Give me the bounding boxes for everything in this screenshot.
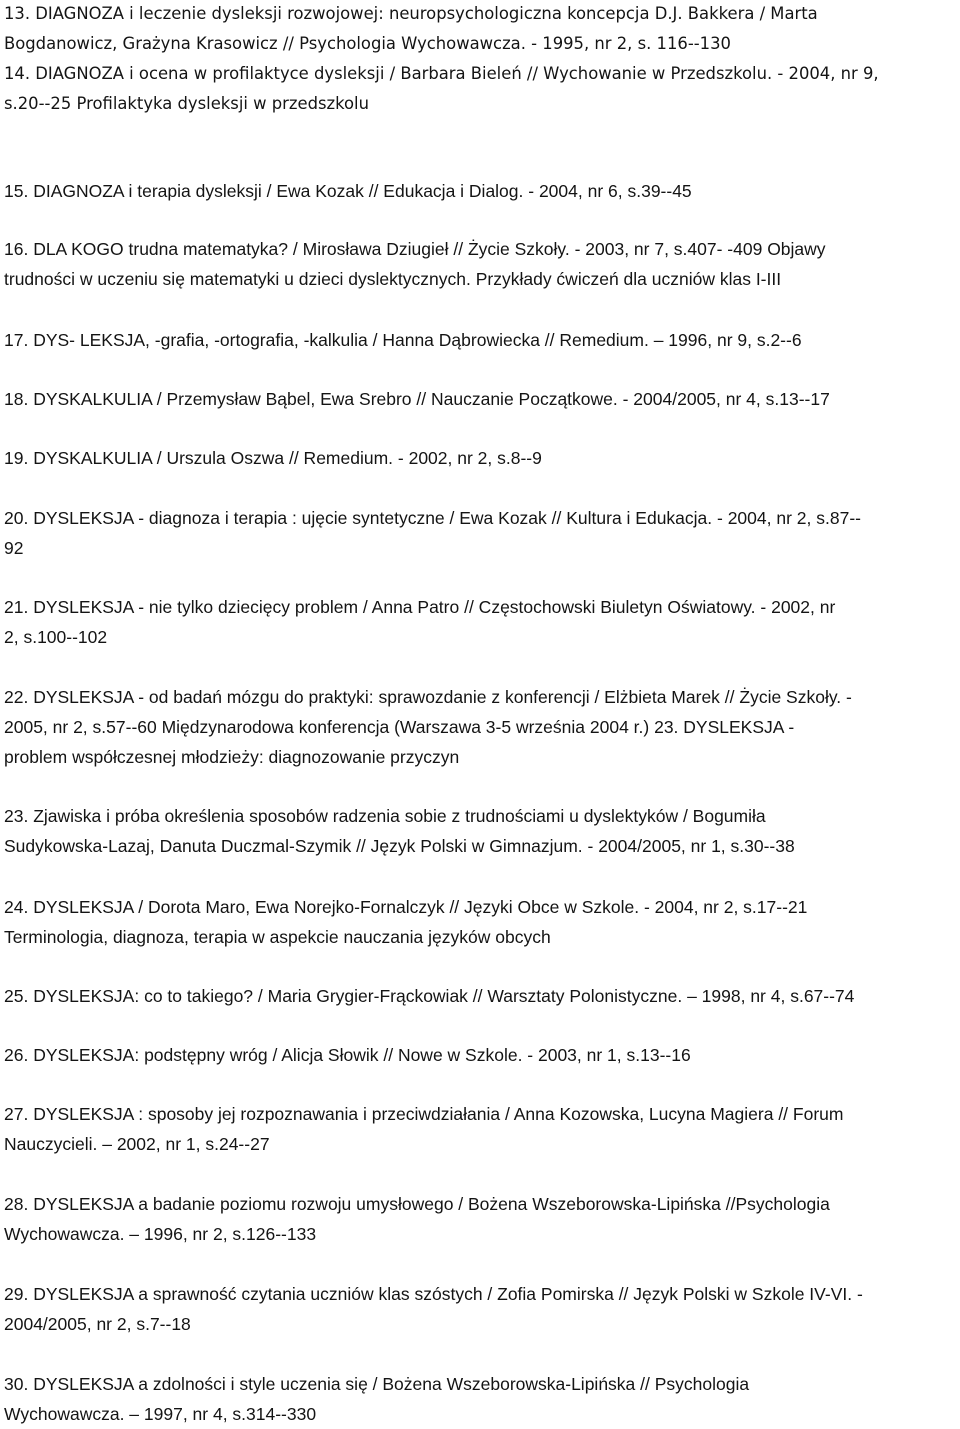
entry-line: 28. DYSLEKSJA a badanie poziomu rozwoju umysłowego / Bożena Wszeborowska-Lipińska //Psychologia <box>4 1194 830 1214</box>
entry-line: 27. DYSLEKSJA : sposoby jej rozpoznawania i przeciwdziałania / Anna Kozowska, Lucyna Magiera // Forum <box>4 1104 844 1124</box>
bibliography-entry-14 <box>4 59 956 119</box>
entry-line: 24. DYSLEKSJA / Dorota Maro, Ewa Norejko-Fornalczyk // Języki Obce w Szkole. - 2004, nr 2, s.17--21 <box>4 897 808 917</box>
entry-line: 14. DIAGNOZA i ocena w profilaktyce dysleksji / Barbara Bieleń // Wychowanie w Przedszkolu. - 2004, nr 9, <box>4 64 879 83</box>
entry-line: Wychowawcza. – 1997, nr 4, s.314--330 <box>4 1404 317 1424</box>
entry-line: Bogdanowicz, Grażyna Krasowicz // Psychologia Wychowawcza. - 1995, nr 2, s. 116--130 <box>4 34 731 53</box>
entry-line: 18. DYSKALKULIA / Przemysław Bąbel, Ewa Srebro // Nauczanie Początkowe. - 2004/2005, nr 4, s.13--17 <box>4 389 830 409</box>
entry-line: 2005, nr 2, s.57--60 Międzynarodowa konferencja (Warszawa 3-5 września 2004 r.) 23. DYSLEKSJA - <box>4 717 795 737</box>
entry-line: problem współczesnej młodzieży: diagnozowanie przyczyn <box>4 747 460 767</box>
entry-line: 19. DYSKALKULIA / Urszula Oszwa // Remedium. - 2002, nr 2, s.8--9 <box>4 448 542 468</box>
bibliography-entry-18 <box>4 384 956 414</box>
bibliography-entry-20 <box>4 503 956 563</box>
entry-line: 22. DYSLEKSJA - od badań mózgu do praktyki: sprawozdanie z konferencji / Elżbieta Marek // Życie Szkoły. - <box>4 687 852 707</box>
entry-line: 26. DYSLEKSJA: podstępny wróg / Alicja Słowik // Nowe w Szkole. - 2003, nr 1, s.13--16 <box>4 1045 691 1065</box>
entry-line: 29. DYSLEKSJA a sprawność czytania uczniów klas szóstych / Zofia Pomirska // Język Polski w Szkole IV-VI. - <box>4 1284 863 1304</box>
entry-line: 17. DYS- LEKSJA, -grafia, -ortografia, -kalkulia / Hanna Dąbrowiecka // Remedium. – 1996, nr 9, s.2--6 <box>4 330 802 350</box>
entry-line: 15. DIAGNOZA i terapia dysleksji / Ewa Kozak // Edukacja i Dialog. - 2004, nr 6, s.39--45 <box>4 181 692 201</box>
bibliography-entry-27 <box>4 1099 956 1159</box>
bibliography-entry-22 <box>4 682 956 772</box>
bibliography-entry-19 <box>4 443 956 473</box>
bibliography-entry-15 <box>4 176 956 206</box>
entry-line: trudności w uczeniu się matematyki u dzieci dyslektycznych. Przykłady ćwiczeń dla uczniów klas I-III <box>4 269 782 289</box>
bibliography-entry-21 <box>4 592 956 652</box>
bibliography-entry-26 <box>4 1040 956 1070</box>
entry-line: 16. DLA KOGO trudna matematyka? / Mirosława Dziugieł // Życie Szkoły. - 2003, nr 7, s.407- -409 Objawy <box>4 239 826 259</box>
bibliography-entry-24 <box>4 892 956 952</box>
entry-line: s.20--25 Profilaktyka dysleksji w przedszkolu <box>4 94 370 113</box>
entry-line: 92 <box>4 538 24 558</box>
bibliography-entry-29 <box>4 1279 956 1339</box>
entry-line: 25. DYSLEKSJA: co to takiego? / Maria Grygier-Frąckowiak // Warsztaty Polonistyczne. – 1998, nr 4, s.67--74 <box>4 986 855 1006</box>
entry-line: 23. Zjawiska i próba określenia sposobów radzenia sobie z trudnościami u dyslektyków / Bogumiła <box>4 806 766 826</box>
entry-line: Wychowawcza. – 1996, nr 2, s.126--133 <box>4 1224 317 1244</box>
entry-line: Nauczycieli. – 2002, nr 1, s.24--27 <box>4 1134 270 1154</box>
bibliography-entry-25 <box>4 981 956 1011</box>
entry-line: Terminologia, diagnoza, terapia w aspekcie nauczania języków obcych <box>4 927 551 947</box>
bibliography-entry-13 <box>4 0 956 59</box>
entry-line: 2, s.100--102 <box>4 627 108 647</box>
entry-line: 13. DIAGNOZA i leczenie dysleksji rozwojowej: neuropsychologiczna koncepcja D.J. Bakkera / Marta <box>4 4 818 23</box>
bibliography-entry-30 <box>4 1369 956 1429</box>
entry-line: 21. DYSLEKSJA - nie tylko dziecięcy problem / Anna Patro // Częstochowski Biuletyn Oświatowy. - 2002, nr <box>4 597 836 617</box>
entry-line: 2004/2005, nr 2, s.7--18 <box>4 1314 191 1334</box>
bibliography-entry-28 <box>4 1189 956 1249</box>
bibliography-entry-16 <box>4 234 956 294</box>
bibliography-entry-23 <box>4 801 956 861</box>
entry-line: 20. DYSLEKSJA - diagnoza i terapia : ujęcie syntetyczne / Ewa Kozak // Kultura i Edukacja. - 2004, nr 2, s.87-- <box>4 508 861 528</box>
entry-line: Sudykowska-Lazaj, Danuta Duczmal-Szymik // Język Polski w Gimnazjum. - 2004/2005, nr 1, s.30--38 <box>4 836 795 856</box>
entry-line: 30. DYSLEKSJA a zdolności i style uczenia się / Bożena Wszeborowska-Lipińska // Psychologia <box>4 1374 750 1394</box>
bibliography-entry-17 <box>4 325 956 355</box>
